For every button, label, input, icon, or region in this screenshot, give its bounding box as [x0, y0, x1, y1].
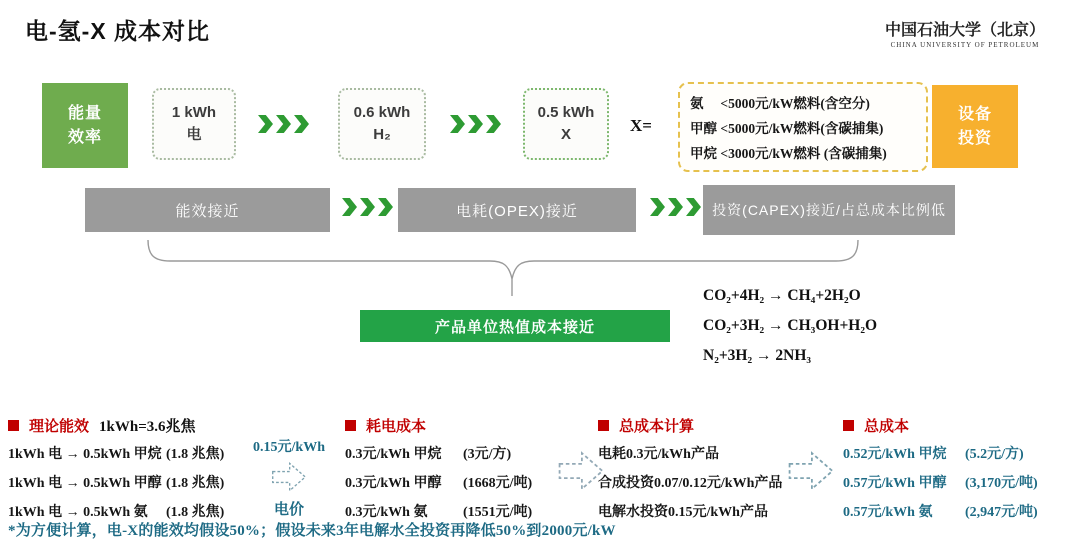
- calc-row-synthesis-investment: 合成投资0.07/0.12元/kWh产品: [598, 476, 783, 491]
- step2-amount: 0.6 kWh: [353, 104, 411, 122]
- university-logo: [885, 17, 1045, 49]
- column-power-cost: [345, 415, 560, 530]
- university-name-en: CHINA UNIVERSITY OF PETROLEUM: [890, 41, 1040, 49]
- x-option-methane: 甲烷 <3000元/kW燃料 (含碳捕集): [690, 145, 887, 161]
- total-row-ammonia: 0.57元/kWh 氨 (2,947元/吨): [843, 505, 1038, 520]
- flow-step-electricity: [152, 88, 236, 160]
- electricity-price-value: 0.15元/kWh: [253, 440, 325, 455]
- x-option-methanol: 甲醇 <5000元/kW燃料(含碳捕集): [690, 120, 884, 136]
- step1-amount: 1 kWh: [171, 104, 217, 122]
- dashed-right-arrow-icon: [270, 458, 308, 496]
- column-total-cost-calculation: [598, 415, 798, 530]
- theory-row-ammonia: 1kWh 电 → 0.5kWh 氨 (1.8 兆焦): [8, 505, 225, 520]
- step3-medium: X: [560, 126, 571, 143]
- red-square-bullet-icon: [843, 420, 854, 431]
- theory-row-methane: 1kWh 电 → 0.5kWh 甲烷 (1.8 兆焦): [8, 447, 225, 462]
- equation-methanation: CO₂+4H₂ → CH₄+2H₂O: [703, 287, 861, 304]
- equipment-investment-label: 设备投资: [957, 105, 992, 147]
- red-square-bullet-icon: [8, 420, 19, 431]
- x-option-ammonia: 氨 <5000元/kW燃料(含空分): [690, 96, 870, 112]
- total-row-methanol: 0.57元/kWh 甲醇 (3,170元/吨): [843, 476, 1038, 491]
- column3-title: 总成本计算: [619, 419, 695, 435]
- column1-subtitle: 1kWh=3.6兆焦: [99, 419, 196, 435]
- triple-chevron-arrow-icon: [258, 115, 309, 133]
- university-name-cn: 中国石油大学（北京）: [884, 22, 1045, 39]
- equation-ammonia-synthesis: N₂+3H₂ → 2NH₃: [703, 347, 812, 364]
- power-cost-row-methane: 0.3元/kWh 甲烷 (3元/方): [345, 447, 512, 462]
- electricity-price-label: 电价: [273, 502, 304, 518]
- column-total-cost: [843, 415, 1078, 530]
- calc-row-power: 电耗0.3元/kWh产品: [598, 447, 719, 462]
- energy-efficiency-label: 能量效率: [67, 104, 102, 146]
- equipment-investment-box: [932, 85, 1018, 168]
- red-square-bullet-icon: [345, 420, 356, 431]
- total-row-methane: 0.52元/kWh 甲烷 (5.2元/方): [843, 447, 1024, 462]
- power-cost-row-methanol: 0.3元/kWh 甲醇 (1668元/吨): [345, 476, 533, 491]
- page-title: 电-氢-X 成本对比: [25, 18, 211, 44]
- column1-title: 理论能效: [29, 419, 90, 435]
- bar-opex-close: 电耗(OPEX)接近: [398, 188, 636, 232]
- chemical-equations: [703, 287, 877, 377]
- flow-step-hydrogen: [338, 88, 426, 160]
- energy-efficiency-box: [42, 83, 128, 168]
- electricity-price-arrow: [246, 436, 332, 519]
- step3-amount: 0.5 kWh: [537, 104, 595, 122]
- red-square-bullet-icon: [598, 420, 609, 431]
- dashed-right-arrow-icon: [786, 441, 836, 501]
- step1-medium: 电: [186, 126, 202, 143]
- theory-row-methanol: 1kWh 电 → 0.5kWh 甲醇 (1.8 兆焦): [8, 476, 225, 491]
- calc-row-electrolysis-investment: 电解水投资0.15元/kWh产品: [598, 505, 768, 520]
- bar-energy-efficiency-close: 能效接近: [85, 188, 330, 232]
- triple-chevron-arrow-icon: [342, 198, 393, 216]
- step2-medium: H₂: [373, 126, 391, 143]
- triple-chevron-arrow-icon: [450, 115, 501, 133]
- column4-title: 总成本: [864, 419, 910, 435]
- bar-capex-close: 投资(CAPEX)接近/占总成本比例低: [703, 185, 955, 235]
- equation-methanol-synthesis: CO₂+3H₂ → CH₃OH+H₂O: [703, 317, 878, 334]
- conclusion-banner: 产品单位热值成本接近: [360, 310, 670, 342]
- assumptions-footnote: *为方便计算，电-X的能效均假设50%；假设未来3年电解水全投资再降低50%到2000元/kW: [8, 523, 616, 539]
- flow-step-x-product: [523, 88, 609, 160]
- x-definition-box: [678, 82, 928, 172]
- power-cost-row-ammonia: 0.3元/kWh 氨 (1551元/吨): [345, 505, 533, 520]
- column2-title: 耗电成本: [366, 419, 427, 435]
- x-equals-label: X=: [630, 116, 652, 135]
- triple-chevron-arrow-icon: [650, 198, 701, 216]
- column-theoretical-efficiency: [8, 415, 246, 530]
